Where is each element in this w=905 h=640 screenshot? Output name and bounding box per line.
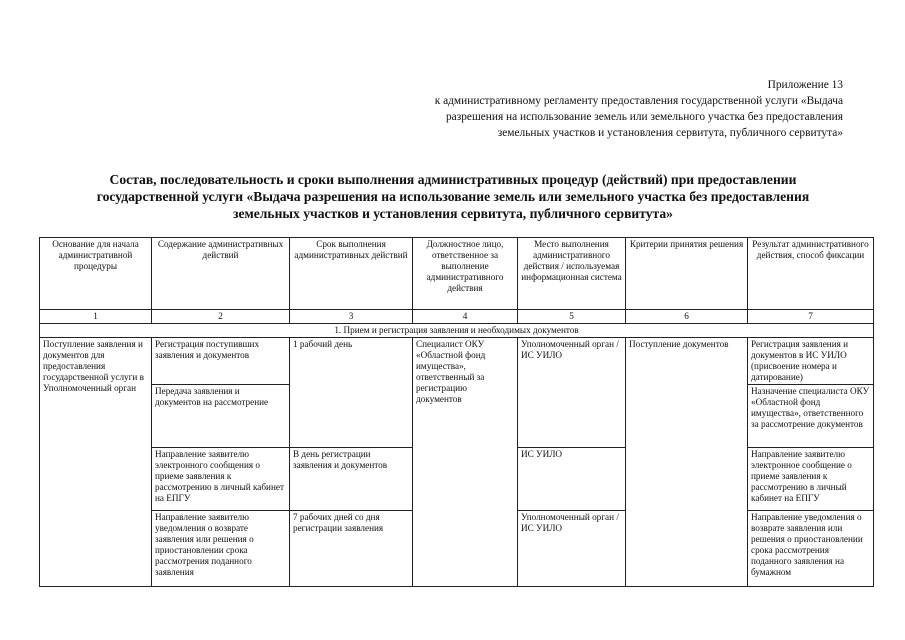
section-title: 1. Прием и регистрация заявления и необходимых документов (40, 324, 874, 338)
annex-reference-line: земельных участков и установления сервитута, публичного сервитута» (497, 127, 843, 139)
basis-cell-continued (40, 511, 152, 587)
basis-cell: Поступление заявления и документов для предоставления государственной услуги в Уполномоченный орган (40, 338, 152, 448)
term-cell: В день регистрации заявления и документов (290, 448, 413, 511)
criteria-cell: Поступление документов (626, 338, 748, 587)
header-cell: Основание для начала административной процедуры (40, 238, 152, 310)
annex-reference-line: разрешения на использование земель или земельного участка без предоставления (445, 111, 843, 123)
place-cell: ИС УИЛО (518, 448, 626, 511)
annex-header (283, 77, 843, 141)
column-number: 4 (413, 310, 518, 324)
header-cell: Содержание административных действий (152, 238, 290, 310)
result-cell: Направление уведомления о возврате заявления или решения о приостановлении срока рассмотрения поданного заявления на бумажном (748, 511, 874, 587)
annex-number: Приложение 13 (767, 79, 843, 91)
header-cell: Место выполнения административного действия / используемая информационная система (518, 238, 626, 310)
place-cell: Уполномоченный орган / ИС УИЛО (518, 511, 626, 587)
responsible-cell: Специалист ОКУ «Областной фонд имущества», ответственный за регистрацию документов (413, 338, 518, 587)
header-cell: Результат административного действия, способ фиксации (748, 238, 874, 310)
result-cell: Направление заявителю электронное сообщение о приеме заявления к рассмотрению в личный кабинет на ЕПГУ (748, 448, 874, 511)
header-row (40, 238, 874, 310)
column-number: 5 (518, 310, 626, 324)
header-cell: Срок выполнения административных действий (290, 238, 413, 310)
table-row (40, 338, 874, 385)
content-cell: Регистрация поступивших заявления и документов (152, 338, 290, 385)
title-line: Состав, последовательность и сроки выполнения административных процедур (действий) при предоставлении (109, 172, 797, 187)
title-line: земельных участков и установления сервитута, публичного сервитута» (233, 206, 673, 221)
term-cell: 7 рабочих дней со дня регистрации заявления (290, 511, 413, 587)
column-number: 1 (40, 310, 152, 324)
basis-cell-continued (40, 448, 152, 511)
column-number-row (40, 310, 874, 324)
result-cell: Назначение специалиста ОКУ «Областной фонд имущества», ответственного за рассмотрение документов (748, 385, 874, 448)
place-cell: Уполномоченный орган / ИС УИЛО (518, 338, 626, 448)
result-cell: Регистрация заявления и документов в ИС УИЛО (присвоение номера и датирование) (748, 338, 874, 385)
column-number: 3 (290, 310, 413, 324)
header-cell: Критерии принятия решения (626, 238, 748, 310)
term-cell: 1 рабочий день (290, 338, 413, 448)
column-number: 6 (626, 310, 748, 324)
annex-reference-line: к административному регламенту предоставления государственной услуги «Выдача (434, 95, 843, 107)
title-line: государственной услуги «Выдача разрешения на использование земель или земельного участка без предоставления (96, 189, 810, 204)
procedures-table (39, 237, 874, 587)
header-cell: Должностное лицо, ответственное за выполнение административного действия (413, 238, 518, 310)
document-title (30, 171, 876, 222)
content-cell: Передача заявления и документов на рассмотрение (152, 385, 290, 448)
content-cell: Направление заявителю уведомления о возврате заявления или решения о приостановлении срока рассмотрения поданного заявления (152, 511, 290, 587)
column-number: 7 (748, 310, 874, 324)
column-number: 2 (152, 310, 290, 324)
section-row (40, 324, 874, 338)
content-cell: Направление заявителю электронного сообщения о приеме заявления к рассмотрению в личный кабинет на ЕПГУ (152, 448, 290, 511)
